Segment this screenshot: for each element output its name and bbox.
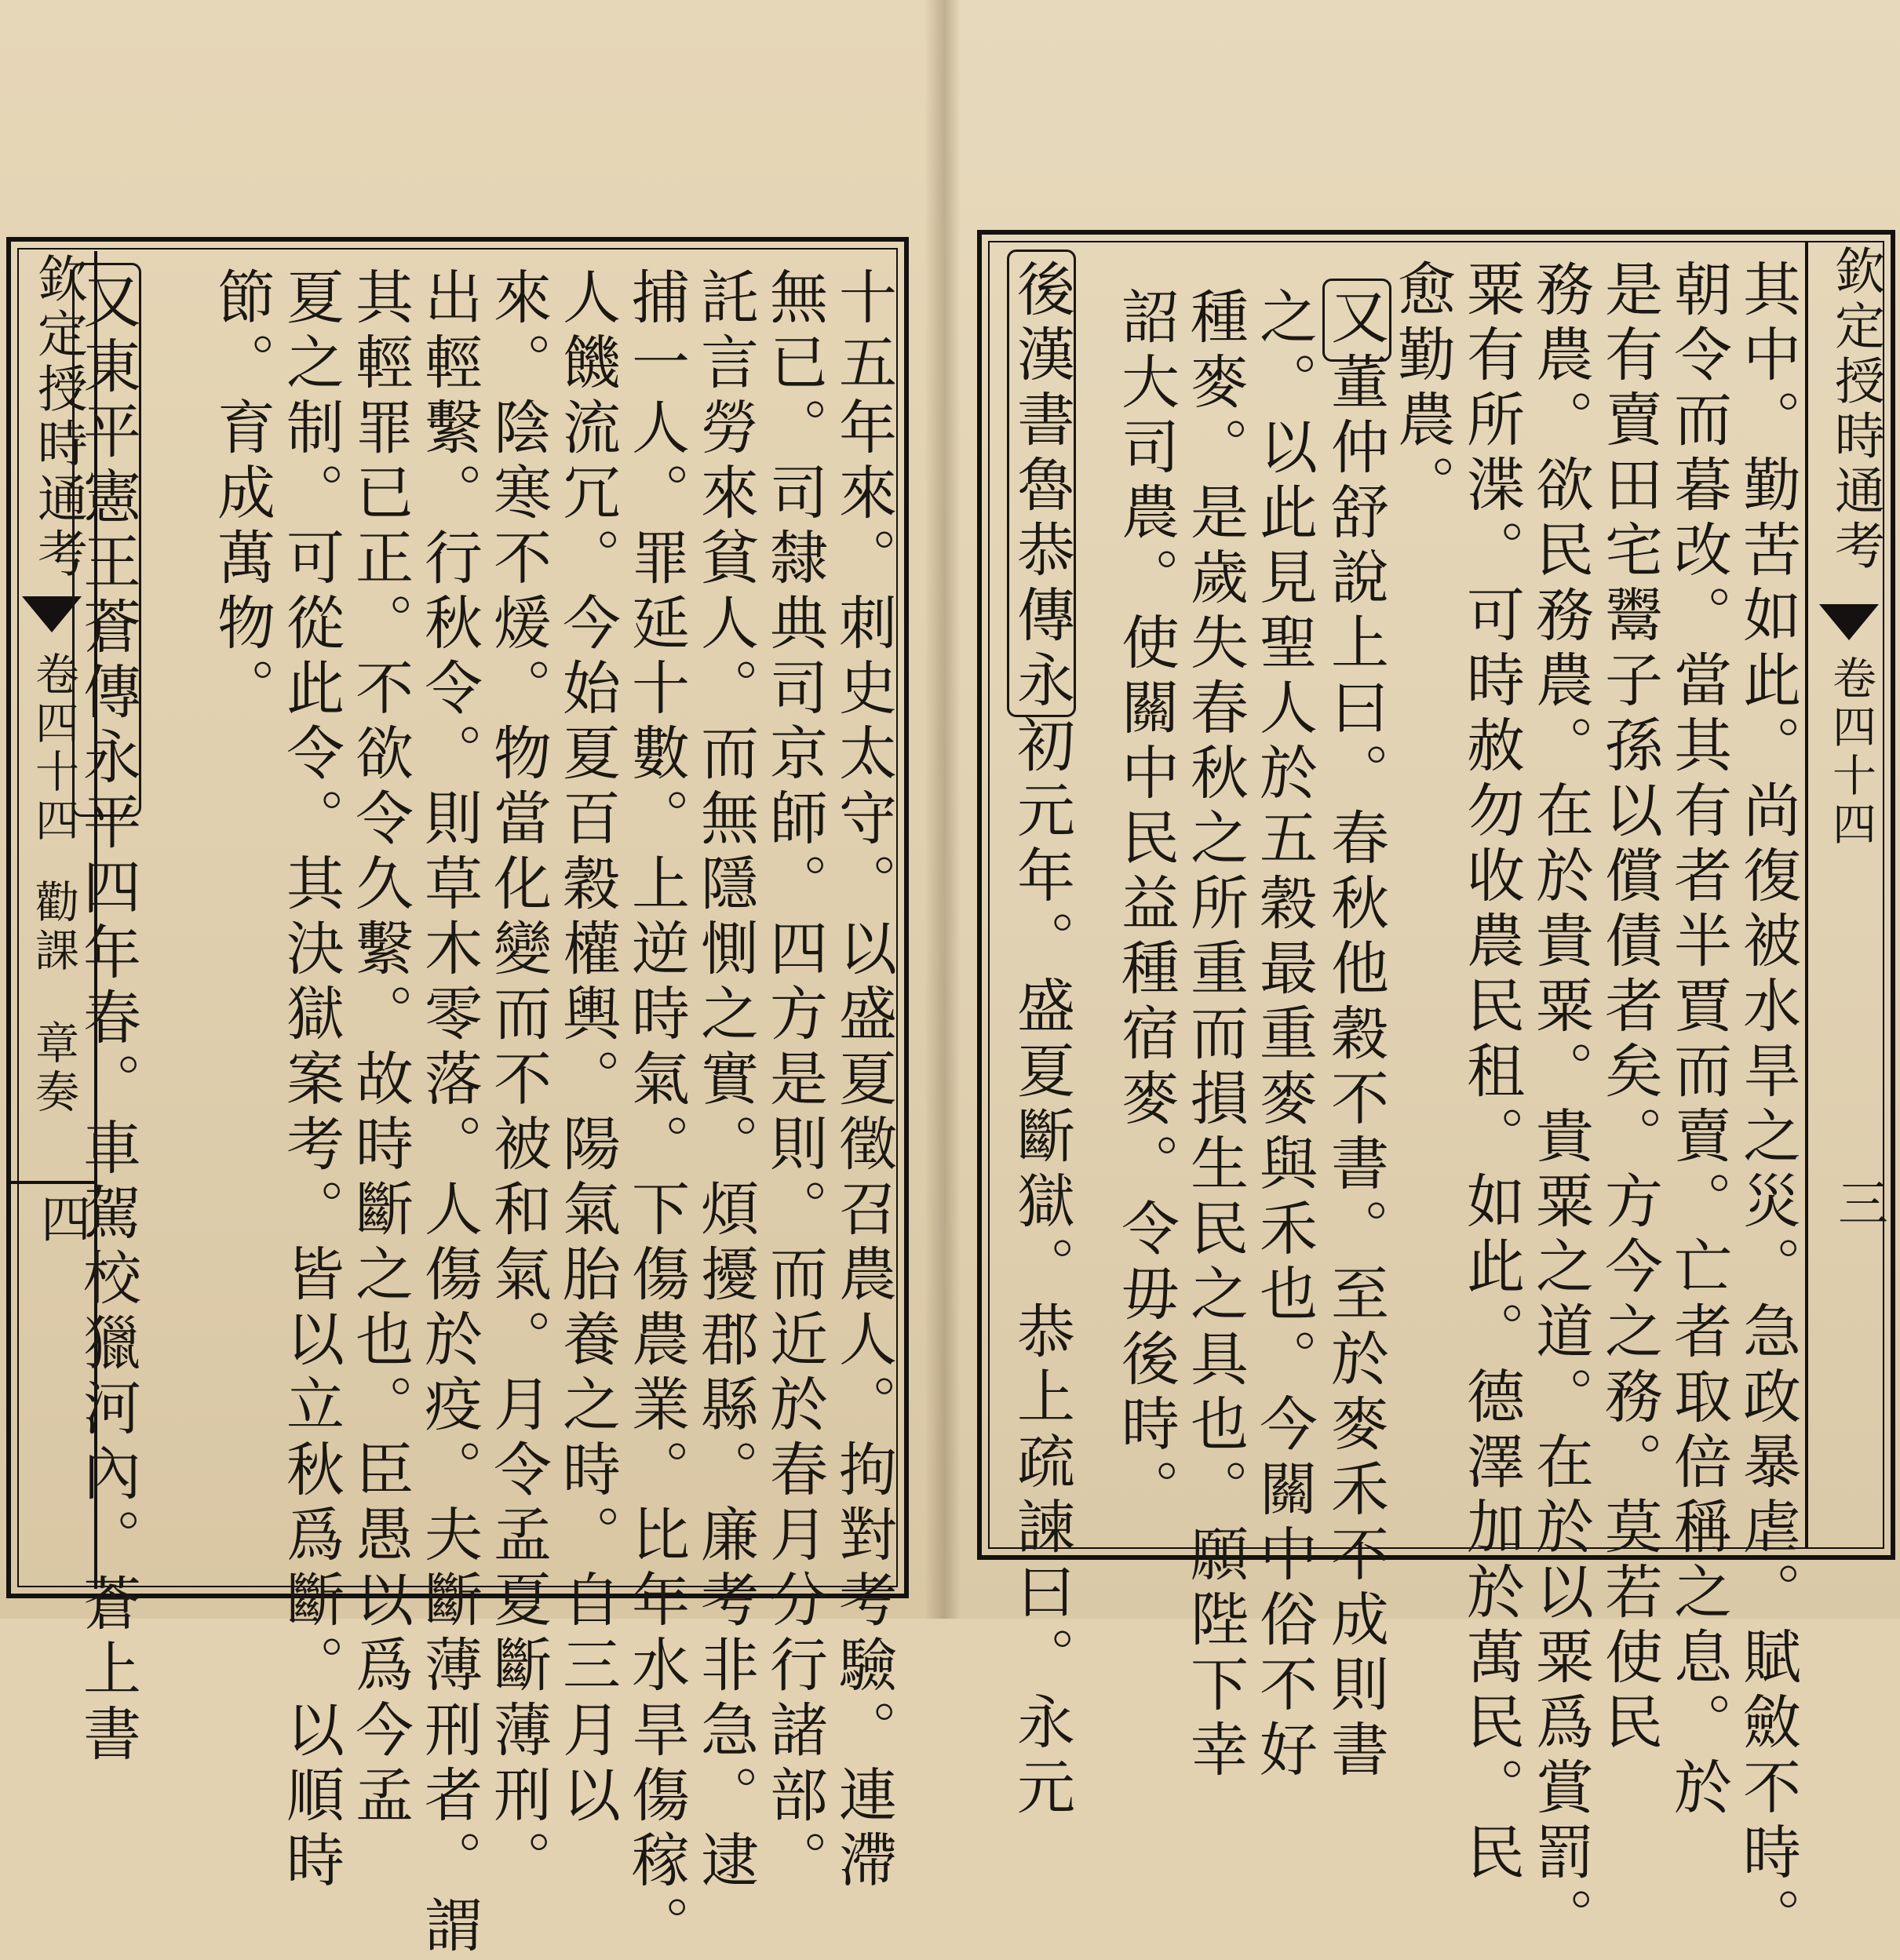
left-subsection-label: 章奏 xyxy=(28,1020,79,1117)
right-body2-column-3: 詔大司農。使關中民益種宿麥。令毋後時。 xyxy=(1112,286,1180,1524)
right-body-column-1: 其中。勤苦如此。尚復被水旱之災。急政暴虐。賦斂不時。 xyxy=(1734,259,1801,1952)
right-volume-label: 卷四十四 xyxy=(1825,655,1876,850)
right-heading2-column xyxy=(1008,259,1075,1822)
left-heading-marker: 又 xyxy=(74,271,141,336)
left-body-column-7: 出輕繫。行秋令。則草木零落。人傷於疫。夫斷薄刑者。謂 xyxy=(415,267,483,1960)
left-margin-title: 欽定授時通考 xyxy=(29,253,87,582)
left-leaf-number: 四 xyxy=(32,1193,90,1248)
right-body-column-4: 務農。欲民務農。在於貴粟。貴粟之道。在於以粟爲賞罰。 xyxy=(1526,259,1594,1952)
right-fish-tail-mark xyxy=(1819,604,1879,640)
left-body-column-2: 無已。司隸典司京師。四方是則。而近於春月分行諸部。 xyxy=(760,267,828,1895)
left-body-column-10: 節。育成萬物。 xyxy=(208,267,275,723)
left-body-column-5: 人饑流冗。今始夏百穀權輿。陽氣胎養之時。自三月以 xyxy=(553,267,621,1830)
left-section-label: 勸課 xyxy=(28,879,79,976)
left-heading-text: 永平四年春。車駕校獵河內。蒼上書 xyxy=(74,727,141,1769)
right-leaf-number: 三 xyxy=(1829,1177,1887,1232)
right-body-column-3: 是有賣田宅鬻子孫以償債者矣。方今之務。莫若使民 xyxy=(1595,259,1663,1757)
right-heading1-marker: 又 xyxy=(1322,286,1389,352)
right-body-column-6: 愈勤農。 xyxy=(1388,259,1456,519)
right-body2-column-1: 之。以此見聖人於五穀最重麥與禾也。今關中俗不好 xyxy=(1250,286,1318,1784)
left-body-column-9: 夏之制。可從此令。其決獄案考。皆以立秋爲斷。以順時 xyxy=(277,267,345,1895)
left-volume-label: 卷四十四 xyxy=(28,651,79,846)
right-margin-title: 欽定授時通考 xyxy=(1826,245,1884,574)
right-body-column-5: 粟有所渫。可時赦勿收農民租。如此。德澤加於萬民。民 xyxy=(1457,259,1525,1887)
left-body-column-1: 十五年來。刺史太守。以盛夏徵召農人。拘對考驗。連滯 xyxy=(830,267,897,1895)
right-heading2-title: 後漢書魯恭傳 xyxy=(1008,259,1075,650)
left-heading-title: 東平憲王蒼傳 xyxy=(74,336,141,727)
book-gutter xyxy=(924,0,961,1619)
right-body2-column-2: 種麥。是歲失春秋之所重而損生民之具也。願陛下幸 xyxy=(1181,286,1249,1784)
right-body-column-2: 朝令而暮改。當其有者半賈而賣。亡者取倍稱之息。於 xyxy=(1665,259,1732,1822)
left-body-column-8: 其輕罪已正。不欲令久繫。故時斷之也。臣愚以爲今孟 xyxy=(346,267,414,1830)
left-body-column-6: 來。陰寒不煖。物當化變而不被和氣。月令孟夏斷薄刑。 xyxy=(484,267,552,1895)
right-heading1-text: 董仲舒說上曰。春秋他穀不書。至於麥禾不成則書 xyxy=(1322,352,1389,1784)
right-margin-divider xyxy=(1805,242,1808,1548)
right-heading2-text: 永初元年。盛夏斷獄。恭上疏諫曰。永元 xyxy=(1008,650,1075,1822)
left-heading-column xyxy=(74,271,141,1769)
left-body-column-4: 捕一人。罪延十數。上逆時氣。下傷農業。比年水旱傷稼。 xyxy=(622,267,690,1960)
right-heading1-column xyxy=(1322,286,1389,1784)
left-body-column-3: 託言勞來貧人。而無隱惻之實。煩擾郡縣。廉考非急。逮 xyxy=(691,267,759,1895)
